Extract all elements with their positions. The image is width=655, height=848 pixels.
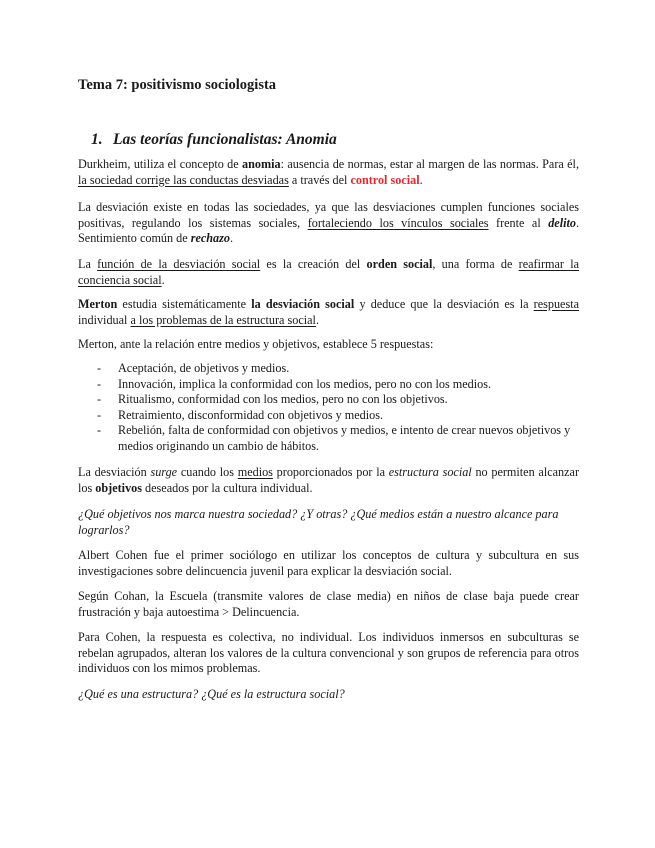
paragraph-merton-respuestas: Merton, ante la relación entre medios y objetivos, establece 5 respuestas: <box>78 337 434 351</box>
text-run: . Sentimiento común de <box>78 215 580 246</box>
section-heading <box>91 131 337 149</box>
term-rechazo: rechazo <box>190 231 230 246</box>
underlined-phrase: la sociedad corrige las conductas desviadas <box>78 172 289 187</box>
term-merton: Merton <box>78 297 118 311</box>
text-run: estudia sistemáticamente <box>117 297 252 311</box>
list-item: - Innovación, implica la conformidad con los medios, pero no con los medios. <box>78 377 579 393</box>
paragraph-durkheim <box>78 157 579 188</box>
underlined-phrase: a los problemas de la estructura social <box>130 312 316 327</box>
italic-phrase: estructura social <box>388 465 472 479</box>
question-estructura: ¿Qué es una estructura? ¿Qué es la estructura social? <box>78 687 345 701</box>
paragraph-surge <box>78 465 579 496</box>
underlined-phrase: función de la desviación social <box>97 257 261 271</box>
text-run: frente al <box>488 215 549 230</box>
underlined-phrase: medios <box>237 465 273 479</box>
term-objetivos: objetivos <box>95 480 142 495</box>
list-item: - Rebelión, falta de conformidad con objetivos y medios, e intento de crear nuevos objetivos y medios originando un cambio de hábitos. <box>78 423 579 454</box>
paragraph-cohan-escuela: Según Cohan, la Escuela (transmite valores de clase media) en niños de clase baja puede crear frustración y baja autoestima > Delincuencia. <box>78 589 579 619</box>
term-desviacion-social: la desviación social <box>251 297 355 311</box>
text-run: La <box>78 257 98 271</box>
term-anomia: anomia <box>242 157 281 171</box>
text-run: deseados por la cultura individual. <box>142 480 313 495</box>
text-run: proporcionados por la <box>272 465 389 479</box>
list-item: - Aceptación, de objetivos y medios. <box>78 361 579 377</box>
list-item: - Retraimiento, disconformidad con objetivos y medios. <box>78 408 579 424</box>
italic-phrase: surge <box>150 465 178 479</box>
underlined-phrase: reafirmar la conciencia social <box>78 257 580 287</box>
text-run: La desviación existe en todas las sociedades, ya que las desviaciones cumplen funciones sociales positivas, regulando los sistemas sociales, <box>78 200 579 230</box>
highlight-control-social: control social <box>350 172 420 187</box>
term-orden-social: orden social <box>366 257 433 271</box>
paragraph-cohen: Albert Cohen fue el primer sociólogo en utilizar los conceptos de cultura y subcultura en sus investigaciones sobre delincuencia juvenil para explicar la desviación social. <box>78 548 579 578</box>
text-run: cuando los <box>177 465 238 479</box>
section-title: Las teorías funcionalistas: Anomia <box>113 131 337 148</box>
paragraph-merton <box>78 297 579 328</box>
paragraph-cohen-colectiva: Para Cohen, la respuesta es colectiva, no individual. Los individuos inmersos en subculturas se rebelan agrupados, alteran los valores de la cultura convencional y son grupos de referencia para otros individuos con los mimos problemas. <box>78 630 579 676</box>
underlined-phrase: respuesta <box>533 297 580 311</box>
text-run: La desviación <box>78 465 151 479</box>
responses-list <box>78 361 579 455</box>
text-run: . <box>230 231 234 246</box>
text-run: a través del <box>288 172 351 187</box>
text-run: : ausencia de normas, estar al margen de las normas. Para él, <box>280 157 579 171</box>
text-run: individual <box>78 312 131 327</box>
term-delito: delito <box>548 215 576 230</box>
question-objetivos: ¿Qué objetivos nos marca nuestra sociedad? ¿Y otras? ¿Qué medios están a nuestro alcance para lograrlos? <box>78 507 559 537</box>
text-run: . <box>315 312 319 327</box>
text-run: . <box>419 172 423 187</box>
paragraph-desviacion <box>78 200 579 247</box>
paragraph-funcion <box>78 257 579 288</box>
text-run: no permiten alcanzar los <box>78 465 579 495</box>
section-number: 1. <box>91 131 103 148</box>
text-run: Durkheim, utiliza el concepto de <box>78 157 243 171</box>
page-title: Tema 7: positivismo sociologista <box>78 77 277 93</box>
text-run: es la creación del <box>260 257 367 271</box>
text-run: . <box>161 272 165 287</box>
text-run: y deduce que la desviación es la <box>354 297 534 311</box>
list-item: - Ritualismo, conformidad con los medios, pero no con los objetivos. <box>78 392 579 408</box>
text-run: , una forma de <box>432 257 519 271</box>
underlined-phrase: fortaleciendo los vínculos sociales <box>307 215 489 230</box>
